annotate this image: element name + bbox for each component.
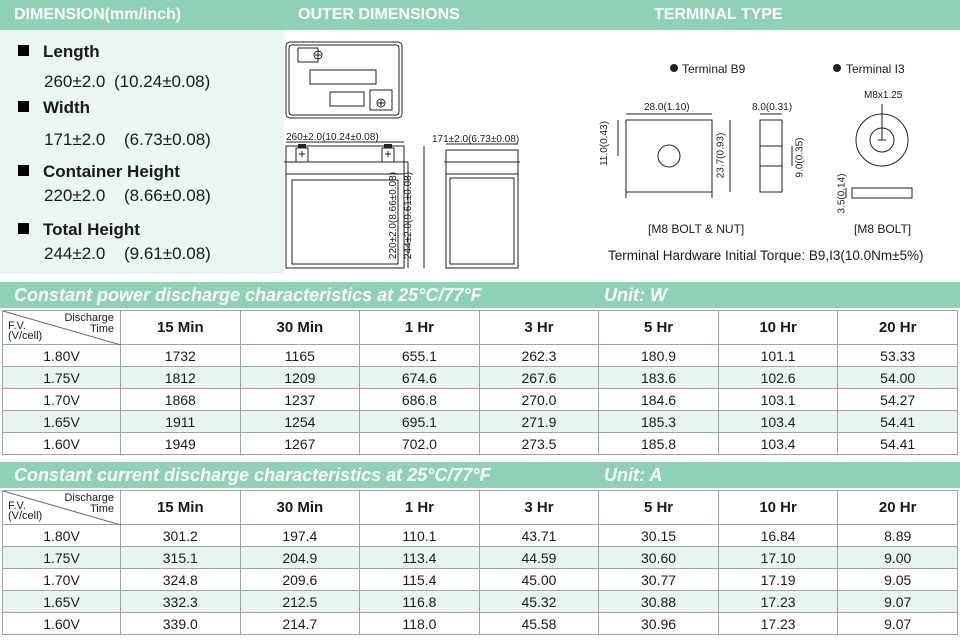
value-cell: 271.9 <box>479 411 599 433</box>
spec-value-total-height-inch: (9.61±0.08) <box>124 244 211 263</box>
bullet-square-icon <box>18 165 29 176</box>
value-cell: 184.6 <box>599 389 719 411</box>
column-header: 5 Hr <box>599 311 719 345</box>
header-band <box>0 0 960 30</box>
value-cell: 9.07 <box>838 591 958 613</box>
terminal-type-title: TERMINAL TYPE <box>654 6 783 23</box>
fv-cell: 1.65V <box>3 591 121 613</box>
value-cell: 101.1 <box>718 345 838 367</box>
column-header: 1 Hr <box>360 491 480 525</box>
spec-label-length: Length <box>18 42 100 62</box>
column-header: 30 Min <box>240 491 360 525</box>
spec-value-length-mm: 260±2.0 <box>44 72 106 91</box>
corner-time-label: Time <box>89 503 114 515</box>
value-cell: 270.0 <box>479 389 599 411</box>
outer-dimensions-title: OUTER DIMENSIONS <box>298 6 460 23</box>
value-cell: 30.96 <box>599 613 719 635</box>
value-cell: 267.6 <box>479 367 599 389</box>
table-header-row <box>3 311 958 345</box>
table-row <box>3 389 958 411</box>
value-cell: 674.6 <box>360 367 480 389</box>
value-cell: 197.4 <box>240 525 360 547</box>
value-cell: 1868 <box>121 389 241 411</box>
b9-side-width-label: 8.0(0.31) <box>752 102 793 113</box>
value-cell: 102.6 <box>718 367 838 389</box>
value-cell: 17.19 <box>718 569 838 591</box>
power-table-unit: Unit: W <box>604 285 667 305</box>
column-header: 20 Hr <box>838 491 958 525</box>
bullet-square-icon <box>18 101 29 112</box>
fv-cell: 1.80V <box>3 345 121 367</box>
value-cell: 45.00 <box>479 569 599 591</box>
b9-width-label: 28.0(1.10) <box>644 102 690 113</box>
table-row <box>3 345 958 367</box>
column-header: 10 Hr <box>718 491 838 525</box>
current-table-title: Constant current discharge characteristics at 25°C/77°F <box>14 465 491 485</box>
value-cell: 17.23 <box>718 591 838 613</box>
value-cell: 116.8 <box>360 591 480 613</box>
bullet-square-icon <box>18 45 29 56</box>
fv-cell: 1.80V <box>3 525 121 547</box>
value-cell: 30.77 <box>599 569 719 591</box>
power-table-title: Constant power discharge characteristics at 25°C/77°F <box>14 285 482 305</box>
value-cell: 1812 <box>121 367 241 389</box>
column-header: 30 Min <box>240 311 360 345</box>
spec-value-width-mm: 171±2.0 <box>44 130 106 149</box>
fv-cell: 1.60V <box>3 433 121 455</box>
value-cell: 30.88 <box>599 591 719 613</box>
outer-container-height-label: 220±2.0(8.66±0.08) <box>388 171 400 260</box>
value-cell: 655.1 <box>360 345 480 367</box>
table-row <box>3 367 958 389</box>
terminal-torque-note: Terminal Hardware Initial Torque: B9,I3(10.0Nm±5%) <box>608 248 924 263</box>
value-cell: 185.3 <box>599 411 719 433</box>
value-cell: 110.1 <box>360 525 480 547</box>
value-cell: 16.84 <box>718 525 838 547</box>
current-table-unit: Unit: A <box>604 465 663 485</box>
value-cell: 185.8 <box>599 433 719 455</box>
fv-cell: 1.75V <box>3 547 121 569</box>
spec-value-container-height-inch: (8.66±0.08) <box>124 186 211 205</box>
i3-depth-label: 3.5(0.14) <box>836 173 848 214</box>
table-row <box>3 525 958 547</box>
value-cell: 1254 <box>240 411 360 433</box>
dimension-spec-panel <box>0 30 284 274</box>
value-cell: 209.6 <box>240 569 360 591</box>
value-cell: 315.1 <box>121 547 241 569</box>
terminal-type-panel <box>566 30 960 274</box>
corner-fv-label: F.V. <box>8 500 26 512</box>
value-cell: 702.0 <box>360 433 480 455</box>
corner-cell-label: (V/cell) <box>8 330 43 342</box>
spec-label-width: Width <box>18 98 90 118</box>
value-cell: 183.6 <box>599 367 719 389</box>
value-cell: 45.32 <box>479 591 599 613</box>
battery-outline-drawing <box>284 30 566 274</box>
spec-label-total-height: Total Height <box>18 220 140 240</box>
value-cell: 1267 <box>240 433 360 455</box>
spec-value-width-inch: (6.73±0.08) <box>124 130 211 149</box>
b9-height-label: 11.0(0.43) <box>598 121 610 166</box>
value-cell: 8.89 <box>838 525 958 547</box>
b9-hole-label: 9.0(0.35) <box>794 137 806 178</box>
value-cell: 54.27 <box>838 389 958 411</box>
corner-fv-label: F.V. <box>8 320 26 332</box>
value-cell: 1911 <box>121 411 241 433</box>
column-header: 3 Hr <box>479 491 599 525</box>
value-cell: 180.9 <box>599 345 719 367</box>
power-table-title-band <box>0 282 960 308</box>
value-cell: 44.59 <box>479 547 599 569</box>
value-cell: 54.41 <box>838 433 958 455</box>
column-header: 1 Hr <box>360 311 480 345</box>
value-cell: 54.41 <box>838 411 958 433</box>
bullet-square-icon <box>18 223 29 234</box>
value-cell: 43.71 <box>479 525 599 547</box>
value-cell: 30.15 <box>599 525 719 547</box>
terminal-b9-title: Terminal B9 <box>682 62 746 76</box>
column-header: 15 Min <box>121 491 241 525</box>
b9-caption: [M8 BOLT & NUT] <box>648 222 745 236</box>
value-cell: 212.5 <box>240 591 360 613</box>
table-row <box>3 547 958 569</box>
value-cell: 262.3 <box>479 345 599 367</box>
outer-length-label: 260±2.0(10.24±0.08) <box>286 132 379 143</box>
value-cell: 214.7 <box>240 613 360 635</box>
value-cell: 45.58 <box>479 613 599 635</box>
value-cell: 9.07 <box>838 613 958 635</box>
corner-discharge-label: Discharge <box>64 492 114 504</box>
table-row <box>3 433 958 455</box>
fv-cell: 1.70V <box>3 389 121 411</box>
dimension-title: DIMENSION(mm/inch) <box>14 6 182 23</box>
fv-cell: 1.65V <box>3 411 121 433</box>
corner-discharge-label: Discharge <box>64 312 114 324</box>
spec-value-length-inch: (10.24±0.08) <box>114 72 211 91</box>
value-cell: 30.60 <box>599 547 719 569</box>
value-cell: 332.3 <box>121 591 241 613</box>
value-cell: 1949 <box>121 433 241 455</box>
value-cell: 1237 <box>240 389 360 411</box>
corner-time-label: Time <box>89 323 114 335</box>
table-row <box>3 613 958 635</box>
i3-caption: [M8 BOLT] <box>854 222 912 236</box>
column-header: 15 Min <box>121 311 241 345</box>
value-cell: 17.23 <box>718 613 838 635</box>
table-corner-cell <box>3 311 121 345</box>
value-cell: 103.4 <box>718 433 838 455</box>
value-cell: 53.33 <box>838 345 958 367</box>
table-header-row <box>3 491 958 525</box>
spec-value-container-height-mm: 220±2.0 <box>44 186 106 205</box>
value-cell: 273.5 <box>479 433 599 455</box>
value-cell: 9.05 <box>838 569 958 591</box>
power-discharge-table <box>2 310 958 455</box>
i3-thread-label: M8x1.25 <box>864 90 903 101</box>
outer-width-label: 171±2.0(6.73±0.08) <box>432 134 520 145</box>
column-header: 10 Hr <box>718 311 838 345</box>
current-discharge-table <box>2 490 958 635</box>
value-cell: 9.00 <box>838 547 958 569</box>
value-cell: 1165 <box>240 345 360 367</box>
fv-cell: 1.60V <box>3 613 121 635</box>
column-header: 5 Hr <box>599 491 719 525</box>
fv-cell: 1.75V <box>3 367 121 389</box>
value-cell: 103.4 <box>718 411 838 433</box>
value-cell: 54.00 <box>838 367 958 389</box>
table-row <box>3 569 958 591</box>
value-cell: 1732 <box>121 345 241 367</box>
outer-dimensions-panel <box>284 30 566 274</box>
table-row <box>3 591 958 613</box>
spec-value-total-height-mm: 244±2.0 <box>44 244 106 263</box>
fv-cell: 1.70V <box>3 569 121 591</box>
spec-label-container-height: Container Height <box>18 162 180 182</box>
value-cell: 1209 <box>240 367 360 389</box>
value-cell: 204.9 <box>240 547 360 569</box>
current-table-title-band <box>0 462 960 488</box>
value-cell: 103.1 <box>718 389 838 411</box>
value-cell: 339.0 <box>121 613 241 635</box>
terminal-i3-title: Terminal I3 <box>846 62 905 76</box>
value-cell: 113.4 <box>360 547 480 569</box>
table-corner-cell <box>3 491 121 525</box>
column-header: 3 Hr <box>479 311 599 345</box>
value-cell: 695.1 <box>360 411 480 433</box>
value-cell: 115.4 <box>360 569 480 591</box>
table-row <box>3 411 958 433</box>
outer-total-height-label: 244±2.0(9.61±0.08) <box>403 171 415 260</box>
value-cell: 324.8 <box>121 569 241 591</box>
value-cell: 686.8 <box>360 389 480 411</box>
value-cell: 301.2 <box>121 525 241 547</box>
value-cell: 17.10 <box>718 547 838 569</box>
column-header: 20 Hr <box>838 311 958 345</box>
corner-cell-label: (V/cell) <box>8 510 43 522</box>
b9-total-height-label: 23.7(0.93) <box>715 132 727 179</box>
value-cell: 118.0 <box>360 613 480 635</box>
